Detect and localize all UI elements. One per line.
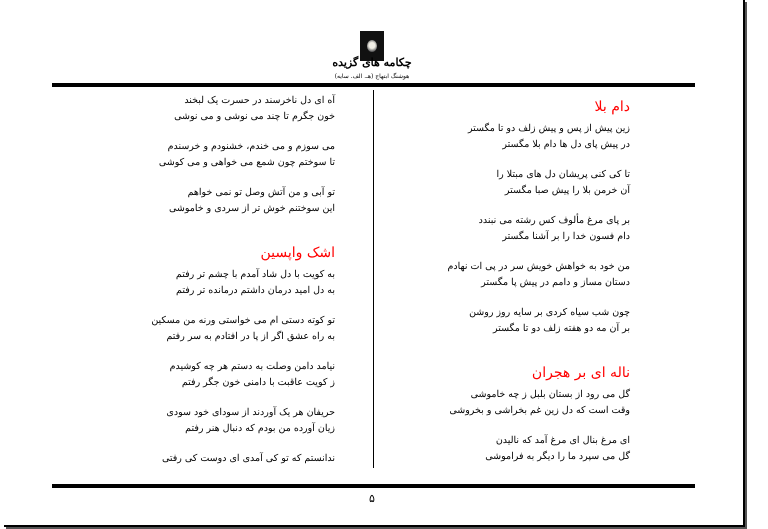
stanza <box>90 93 335 125</box>
poem-title: اشک واپسین <box>260 245 335 261</box>
poem-title: ناله ای بر هجران <box>531 365 630 381</box>
verse-line: چون شب سیاه کردی بر سایه روز روشن <box>469 307 630 318</box>
verse-line: به راه عشق اگر از پا در افتادم به سر رفتم <box>166 331 335 342</box>
verse-line: ای مرغ بنال ای مرغ آمد که نالیدن <box>495 435 630 446</box>
right-column <box>390 97 630 479</box>
stanza <box>390 259 630 291</box>
book-subtitle: هوشنگ ابتهاج (هـ. الف. سایه) <box>334 73 410 80</box>
verse-line: من خود به خواهش خویش سر در پی ات نهادم <box>447 261 630 272</box>
left-column <box>90 93 335 481</box>
stanza <box>90 139 335 171</box>
stanza <box>90 185 335 217</box>
verse-line: آن خرمن بلا را پیش صبا مگستر <box>504 185 630 196</box>
stanza <box>390 167 630 199</box>
verse-line: بر پای مرغ مألوف کس رشته می نبندد <box>478 215 630 226</box>
verse-line: زیان آورده من بودم که دنبال هنر رفتم <box>185 423 335 434</box>
verse-line: تا سوختم چون شمع می خواهی و می کوشی <box>158 157 335 168</box>
stanza <box>390 387 630 419</box>
verse-line: این سوختنم خوش تر از سردی و خاموشی <box>168 203 335 214</box>
header-rule <box>52 83 695 87</box>
verse-line: گل می سپرد ما را دیگر به فراموشی <box>485 451 630 462</box>
stanza <box>390 305 630 337</box>
verse-line: آه ای دل ناخرسند در حسرت یک لبخند <box>184 95 335 106</box>
stanza <box>390 433 630 465</box>
verse-line: به کویت با دل شاد آمدم با چشم تر رفتم <box>175 269 335 280</box>
verse-line: می سوزم و می خندم، خشنودم و خرسندم <box>167 141 335 152</box>
column-divider <box>373 90 374 468</box>
verse-line: بر آن مه دو هفته زلف دو تا مگستر <box>492 323 630 334</box>
stanza <box>390 121 630 153</box>
verse-line: زین پیش از پس و پیش زلف دو تا مگستر <box>467 123 630 134</box>
verse-line: در پیش پای دل ها دام بلا مگستر <box>502 139 630 150</box>
stanza <box>90 313 335 345</box>
verse-line: حریفان هر یک آوردند از سودای خود سودی <box>166 407 335 418</box>
verse-line: ز کویت عاقبت با دامنی خون جگر رفتم <box>181 377 335 388</box>
stanza <box>90 267 335 299</box>
verse-line: نیامد دامن وصلت به دستم هر چه کوشیدم <box>169 361 335 372</box>
verse-line: تو آبی و من آتش وصل تو نمی خواهم <box>187 187 335 198</box>
verse-line: دام فسون خدا را بر آشنا مگستر <box>502 231 630 242</box>
book-title: چکامه های گزیده <box>332 56 412 69</box>
verse-line: خون جگرم تا چند می نوشی و می نوشی <box>174 111 335 122</box>
poem-title: دام بلا <box>594 99 630 115</box>
stanza <box>90 451 335 467</box>
page-number: ۵ <box>369 492 375 505</box>
verse-line: تو کوته دستی ام می خواستی ورنه من مسکین <box>151 315 335 326</box>
verse-line: به دل امید درمان داشتم درمانده تر رفتم <box>176 285 335 296</box>
stanza <box>390 213 630 245</box>
verse-line: ندانستم که تو کی آمدی ای دوست کی رفتی <box>161 453 335 464</box>
footer-rule <box>52 484 695 488</box>
stanza <box>90 359 335 391</box>
stanza <box>90 405 335 437</box>
verse-line: گل می رود از بستان بلبل ز چه خاموشی <box>470 389 630 400</box>
verse-line: دستان مساز و دامم در پیش پا مگستر <box>481 277 630 288</box>
verse-line: وقت است که دل زین غم بخراشی و بخروشی <box>449 405 630 416</box>
verse-line: تا کی کنی پریشان دل های مبتلا را <box>496 169 630 180</box>
